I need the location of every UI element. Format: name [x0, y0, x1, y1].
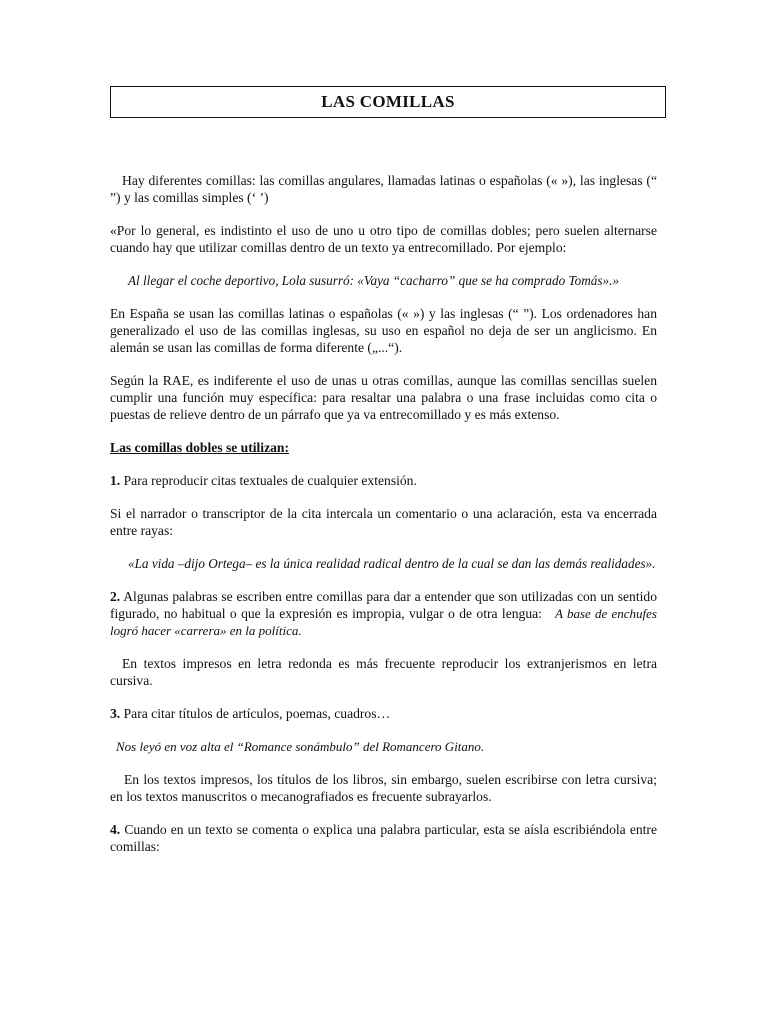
paragraph-narrador: Si el narrador o transcriptor de la cita intercala un comentario o una aclaración, esta va encerrada entre rayas:: [110, 506, 657, 538]
title-box: [110, 86, 666, 118]
list-item-1: [110, 472, 657, 489]
paragraph-rae: Según la RAE, es indiferente el uso de unas u otras comillas, aunque las comillas sencillas suelen cumplir una función muy específica: para resaltar una palabra o una frase incluidas como cita o puestas de relieve dentro de un párrafo que ya va entrecomillado y es más extenso.: [110, 373, 657, 422]
list-item-number: 4.: [110, 822, 121, 837]
inline-example: A base de enchufes logró hacer «carrera» en la política.: [110, 606, 657, 638]
document-body: [110, 172, 657, 855]
list-item-text: Cuando en un texto se comenta o explica una palabra particular, esta se aísla escribiéndola entre comillas:: [110, 822, 657, 854]
list-item-number: 1.: [110, 473, 121, 488]
paragraph-spain-usage: En España se usan las comillas latinas o españolas (« ») y las inglesas (“ ”). Los ordenadores han generalizado el uso de las comillas inglesas, su uso en español no deja de ser un anglicismo. En alemán se usan las comillas de forma diferente („...“).: [110, 306, 657, 355]
paragraph-intro: Hay diferentes comillas: las comillas angulares, llamadas latinas o españolas (« »), las inglesas (“ ”) y las comillas simples (‘ ’): [110, 173, 657, 205]
list-item-text: Para citar títulos de artículos, poemas, cuadros…: [120, 706, 391, 721]
paragraph-titulos: En los textos impresos, los títulos de los libros, sin embargo, suelen escribirse con letra cursiva; en los textos manuscritos o mecanografiados es frecuente subrayarlos.: [110, 772, 657, 804]
list-item-3: [110, 705, 657, 722]
list-item-2: [110, 588, 657, 639]
paragraph-extranjerismos: En textos impresos en letra redonda es más frecuente reproducir los extranjerismos en letra cursiva.: [110, 656, 657, 688]
list-item-text: Algunas palabras se escriben entre comillas para dar a entender que son utilizadas con un sentido figurado, no habitual o que la expresión es impropia, vulgar o de otra lengua:: [110, 589, 657, 621]
example-quote-romance: Nos leyó en voz alta el “Romance sonámbulo” del Romancero Gitano.: [116, 739, 485, 754]
example-quote-lola: Al llegar el coche deportivo, Lola susurró: «Vaya “cacharro” que se ha comprado Tomás».»: [128, 273, 619, 288]
section-heading-dobles: Las comillas dobles se utilizan:: [110, 440, 289, 455]
document-title: LAS COMILLAS: [321, 92, 455, 111]
paragraph-general-use: «Por lo general, es indistinto el uso de uno u otro tipo de comillas dobles; pero suelen alternarse cuando hay que utilizar comillas dentro de un texto ya entrecomillado. Por ejemplo:: [110, 223, 657, 255]
list-item-text: Para reproducir citas textuales de cualquier extensión.: [120, 473, 417, 488]
list-item-number: 3.: [110, 706, 121, 721]
example-quote-ortega: «La vida –dijo Ortega– es la única realidad radical dentro de la cual se dan las demás realidades».: [128, 556, 656, 571]
list-item-4: [110, 821, 657, 855]
list-item-number: 2.: [110, 589, 121, 604]
